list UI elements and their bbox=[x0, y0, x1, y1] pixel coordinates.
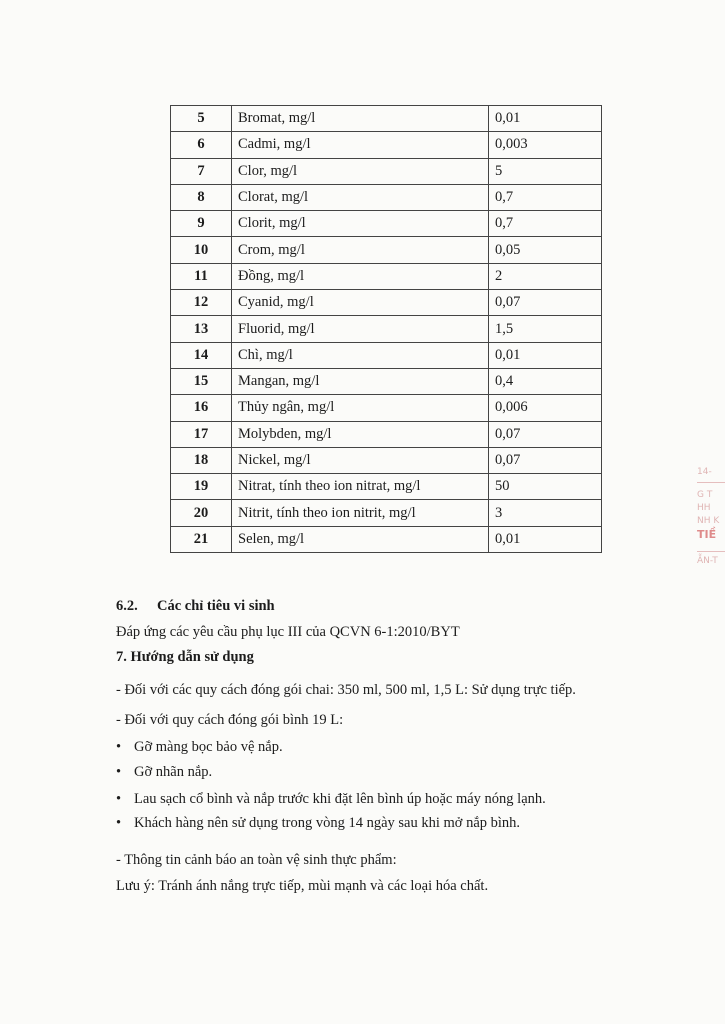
row-number: 18 bbox=[171, 447, 232, 473]
limit-value: 3 bbox=[489, 500, 602, 526]
limit-value: 0,05 bbox=[489, 237, 602, 263]
row-number: 14 bbox=[171, 342, 232, 368]
parameter-name: Clorit, mg/l bbox=[232, 211, 489, 237]
row-number: 12 bbox=[171, 290, 232, 316]
table-row bbox=[171, 158, 602, 184]
section-7-heading: 7. Hướng dẫn sử dụng bbox=[116, 649, 254, 665]
specification-table bbox=[170, 105, 602, 553]
table-row bbox=[171, 263, 602, 289]
table-row bbox=[171, 447, 602, 473]
bullet-icon: • bbox=[116, 764, 122, 780]
table-row bbox=[171, 526, 602, 552]
parameter-name: Clorat, mg/l bbox=[232, 184, 489, 210]
table-row bbox=[171, 184, 602, 210]
table-row bbox=[171, 421, 602, 447]
bullet-icon: • bbox=[116, 791, 122, 807]
limit-value: 0,01 bbox=[489, 526, 602, 552]
row-number: 20 bbox=[171, 500, 232, 526]
limit-value: 0,006 bbox=[489, 395, 602, 421]
row-number: 6 bbox=[171, 132, 232, 158]
row-number: 13 bbox=[171, 316, 232, 342]
table-row bbox=[171, 106, 602, 132]
bullet-item: • Gỡ nhãn nắp. bbox=[116, 764, 213, 780]
section-6-2-text: Đáp ứng các yêu cầu phụ lục III của QCVN 6-1:2010/BYT bbox=[116, 624, 460, 640]
parameter-name: Đồng, mg/l bbox=[232, 263, 489, 289]
parameter-name: Fluorid, mg/l bbox=[232, 316, 489, 342]
table-body bbox=[171, 106, 602, 553]
limit-value: 2 bbox=[489, 263, 602, 289]
parameter-name: Mangan, mg/l bbox=[232, 368, 489, 394]
limit-value: 0,7 bbox=[489, 184, 602, 210]
table-row bbox=[171, 500, 602, 526]
instruction-line: - Đối với các quy cách đóng gói chai: 350 ml, 500 ml, 1,5 L: Sử dụng trực tiếp. bbox=[116, 682, 576, 698]
limit-value: 0,003 bbox=[489, 132, 602, 158]
row-number: 11 bbox=[171, 263, 232, 289]
parameter-name: Cyanid, mg/l bbox=[232, 290, 489, 316]
limit-value: 0,07 bbox=[489, 447, 602, 473]
bullet-icon: • bbox=[116, 739, 122, 755]
bullet-item: • Gỡ màng bọc bảo vệ nắp. bbox=[116, 739, 283, 755]
section-6-2-heading bbox=[116, 596, 275, 616]
row-number: 21 bbox=[171, 526, 232, 552]
row-number: 5 bbox=[171, 106, 232, 132]
table-row bbox=[171, 290, 602, 316]
limit-value: 50 bbox=[489, 474, 602, 500]
note-line: Lưu ý: Tránh ánh nắng trực tiếp, mùi mạnh và các loại hóa chất. bbox=[116, 878, 489, 894]
stamp-fragment: 14- G T HH NH K TIỀ ẪN-T bbox=[697, 466, 725, 596]
warning-line: - Thông tin cảnh báo an toàn vệ sinh thực phẩm: bbox=[116, 852, 397, 868]
row-number: 9 bbox=[171, 211, 232, 237]
limit-value: 0,07 bbox=[489, 290, 602, 316]
parameter-name: Chì, mg/l bbox=[232, 342, 489, 368]
bullet-icon: • bbox=[116, 815, 122, 831]
parameter-name: Crom, mg/l bbox=[232, 237, 489, 263]
parameter-name: Nitrat, tính theo ion nitrat, mg/l bbox=[232, 474, 489, 500]
section-title: Các chỉ tiêu vi sinh bbox=[157, 598, 275, 614]
table-row bbox=[171, 132, 602, 158]
row-number: 7 bbox=[171, 158, 232, 184]
section-number: 6.2. bbox=[116, 598, 138, 614]
parameter-name: Nickel, mg/l bbox=[232, 447, 489, 473]
limit-value: 0,7 bbox=[489, 211, 602, 237]
limit-value: 0,01 bbox=[489, 342, 602, 368]
table-row bbox=[171, 237, 602, 263]
row-number: 16 bbox=[171, 395, 232, 421]
bullet-item: • Khách hàng nên sử dụng trong vòng 14 ngày sau khi mở nắp bình. bbox=[116, 815, 521, 831]
parameter-name: Thủy ngân, mg/l bbox=[232, 395, 489, 421]
parameter-name: Bromat, mg/l bbox=[232, 106, 489, 132]
row-number: 10 bbox=[171, 237, 232, 263]
parameter-name: Selen, mg/l bbox=[232, 526, 489, 552]
bullet-item: • Lau sạch cổ bình và nắp trước khi đặt lên bình úp hoặc máy nóng lạnh. bbox=[116, 791, 546, 807]
instruction-line: - Đối với quy cách đóng gói bình 19 L: bbox=[116, 712, 344, 728]
parameter-name: Clor, mg/l bbox=[232, 158, 489, 184]
row-number: 15 bbox=[171, 368, 232, 394]
table-row bbox=[171, 316, 602, 342]
limit-value: 0,07 bbox=[489, 421, 602, 447]
parameter-name: Nitrit, tính theo ion nitrit, mg/l bbox=[232, 500, 489, 526]
table-row bbox=[171, 395, 602, 421]
table-row bbox=[171, 474, 602, 500]
limit-value: 5 bbox=[489, 158, 602, 184]
row-number: 17 bbox=[171, 421, 232, 447]
row-number: 19 bbox=[171, 474, 232, 500]
limit-value: 0,4 bbox=[489, 368, 602, 394]
parameter-name: Molybden, mg/l bbox=[232, 421, 489, 447]
row-number: 8 bbox=[171, 184, 232, 210]
table-row bbox=[171, 342, 602, 368]
limit-value: 0,01 bbox=[489, 106, 602, 132]
limit-value: 1,5 bbox=[489, 316, 602, 342]
table-row bbox=[171, 211, 602, 237]
parameter-name: Cadmi, mg/l bbox=[232, 132, 489, 158]
table-row bbox=[171, 368, 602, 394]
